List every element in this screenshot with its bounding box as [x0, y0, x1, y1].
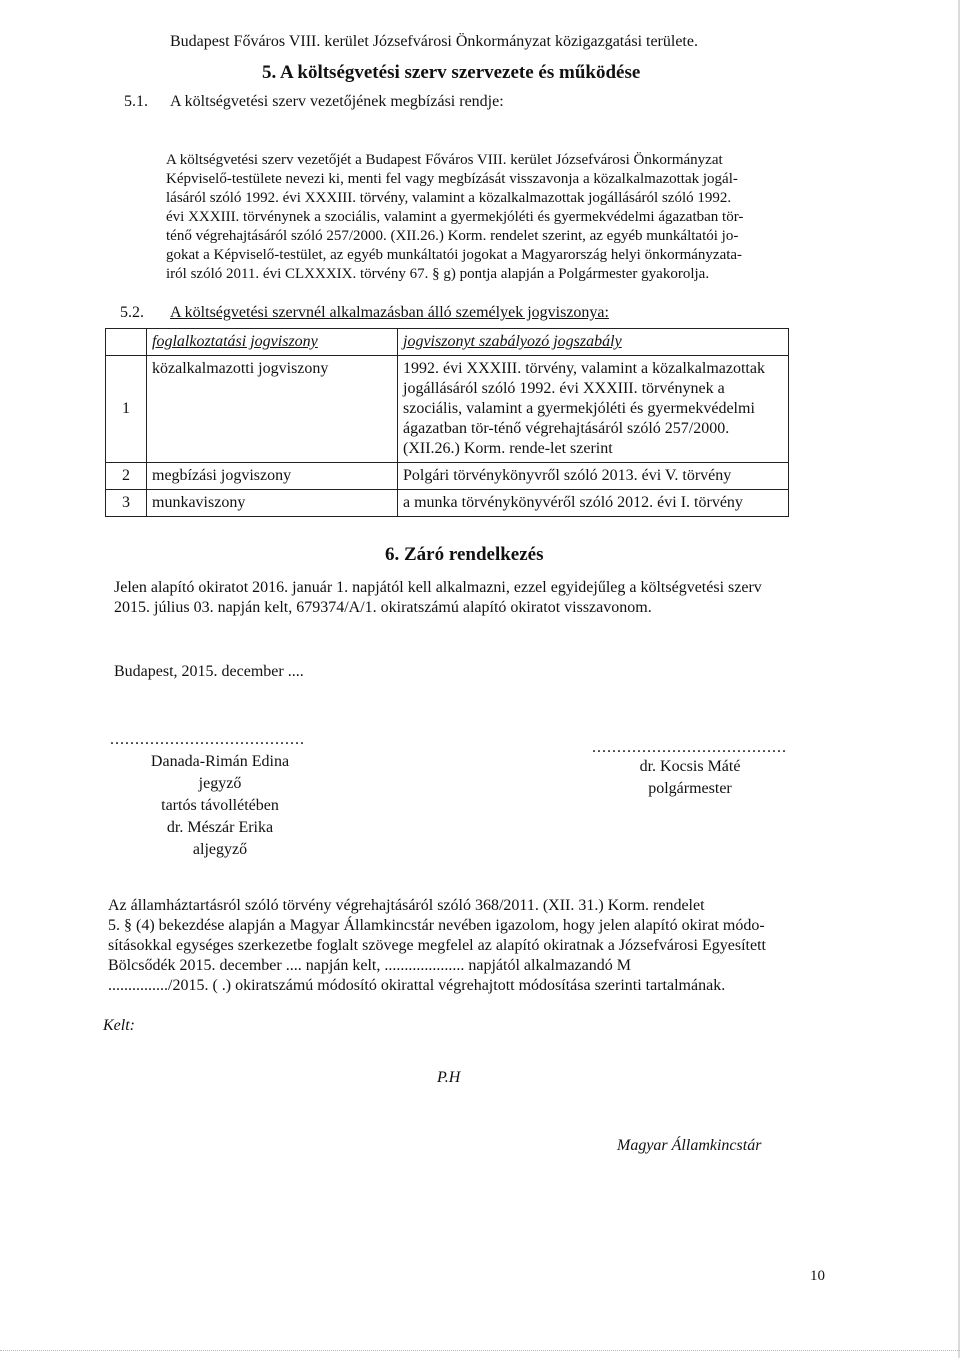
row-law: a munka törvénykönyvéről szóló 2012. évi I. törvény [398, 490, 789, 517]
signatory-name: dr. Kocsis Máté [639, 758, 741, 775]
header-cell-type: foglalkoztatási jogviszony [147, 329, 398, 356]
certification-line: sításokkal egységes szerkezetbe foglalt szövege megfelel az alapító okiratnak a Józsefvárosi Egyesített [108, 937, 766, 954]
page-number: 10 [810, 1268, 825, 1284]
signatory-substitute-role: aljegyző [192, 841, 248, 858]
row-number: 3 [106, 490, 147, 517]
row-law: Polgári törvénykönyvről szóló 2013. évi V. törvény [398, 463, 789, 490]
place-date: Budapest, 2015. december .... [114, 663, 304, 680]
signatory-note: tartós távollétében [161, 797, 279, 814]
paragraph-line: évi XXXIII. törvénynek a szociális, valamint a gyermekjóléti és gyermekvédelmi ágazatban tör- [166, 209, 744, 225]
section-6-line: 2015. július 03. napján kelt, 679374/A/1. okiratszámú alapító okiratot visszavonom. [114, 599, 652, 616]
header-cell-num [106, 329, 147, 356]
certification-line: Bölcsődék 2015. december .... napján kelt, .................... napjától alkalmazandó M [108, 957, 631, 974]
table-row [106, 463, 789, 490]
section-5-title: 5. A költségvetési szerv szervezete és működése [262, 62, 641, 83]
row-number: 1 [106, 356, 147, 463]
row-type: közalkalmazotti jogviszony [147, 356, 398, 463]
section-5-2-title: A költségvetési szervnél alkalmazásban álló személyek jogviszonya: [170, 304, 609, 321]
signatory-role: polgármester [648, 780, 732, 797]
scan-bottom-edge [0, 1350, 960, 1352]
row-number: 2 [106, 463, 147, 490]
row-type: megbízási jogviszony [147, 463, 398, 490]
kelt-label: Kelt: [103, 1017, 135, 1034]
paragraph-line: iról szóló 2011. évi CLXXXIX. törvény 67. § g) pontja alapján a Polgármester gyakorolja. [166, 266, 710, 282]
section-6-title: 6. Záró rendelkezés [385, 544, 544, 565]
certification-line: Az államháztartásról szóló törvény végrehajtásáról szóló 368/2011. (XII. 31.) Korm. rendelet [108, 897, 705, 914]
table-header-row [106, 329, 789, 356]
paragraph-line: A költségvetési szerv vezetőjét a Budapest Főváros VIII. kerület Józsefvárosi Önkormányzat [166, 152, 723, 168]
table-row [106, 490, 789, 517]
row-law: 1992. évi XXXIII. törvény, valamint a közalkalmazottak jogállásáról szóló 1992. évi XXXIII. törvénynek a szociális, valamint a gyermekjóléti és gyermekvédelmi ágazatban tör-ténő végrehajtásáról szóló 257/2000. (XII.26.) Korm. rende-let szerint [398, 356, 789, 463]
signatory-role: jegyző [198, 775, 242, 792]
certification-line: 5. § (4) bekezdése alapján a Magyar Államkincstár nevében igazolom, hogy jelen alapító okirat módo- [108, 917, 765, 934]
paragraph-line: Képviselő-testülete nevezi ki, menti fel vagy megbízását visszavonja a közalkalmazottak jogál- [166, 171, 738, 187]
table-row [106, 356, 789, 463]
left-signature-line: ....................................... [110, 731, 305, 748]
section-5-2-label: 5.2. [120, 304, 144, 321]
section-5-1-label: 5.1. [124, 93, 148, 110]
header-cell-law: jogviszonyt szabályozó jogszabály [398, 329, 789, 356]
section-6-line: Jelen alapító okiratot 2016. január 1. napjától kell alkalmazni, ezzel egyidejűleg a költségvetési szerv [114, 579, 762, 596]
stamp-placeholder: P.H [437, 1069, 461, 1086]
signatory-name: Danada-Rimán Edina [150, 753, 290, 770]
right-signature-line: ....................................... [592, 739, 787, 756]
paragraph-line: gokat a Képviselő-testület, az egyéb munkáltatói jogokat a Magyarország helyi önkormányzata- [166, 247, 743, 263]
treasury-name: Magyar Államkincstár [617, 1137, 762, 1154]
document-header: Budapest Főváros VIII. kerület Józsefvárosi Önkormányzat közigazgatási területe. [170, 33, 698, 50]
employment-table [105, 328, 789, 517]
signatory-substitute: dr. Mészár Erika [166, 819, 274, 836]
paragraph-line: ténő végrehajtásáról szóló 257/2000. (XII.26.) Korm. rendelet szerint, az egyéb munkáltatói jo- [166, 228, 739, 244]
paragraph-line: lásáról szóló 1992. évi XXXIII. törvény, valamint a közalkalmazottak jogállásáról szóló 1992. [166, 190, 732, 206]
row-type: munkaviszony [147, 490, 398, 517]
section-5-1-title: A költségvetési szerv vezetőjének megbízási rendje: [170, 93, 504, 110]
certification-line: .............../2015. ( .) okiratszámú módosító okirattal végrehajtott módosítása szerinti tartalmának. [108, 977, 726, 994]
